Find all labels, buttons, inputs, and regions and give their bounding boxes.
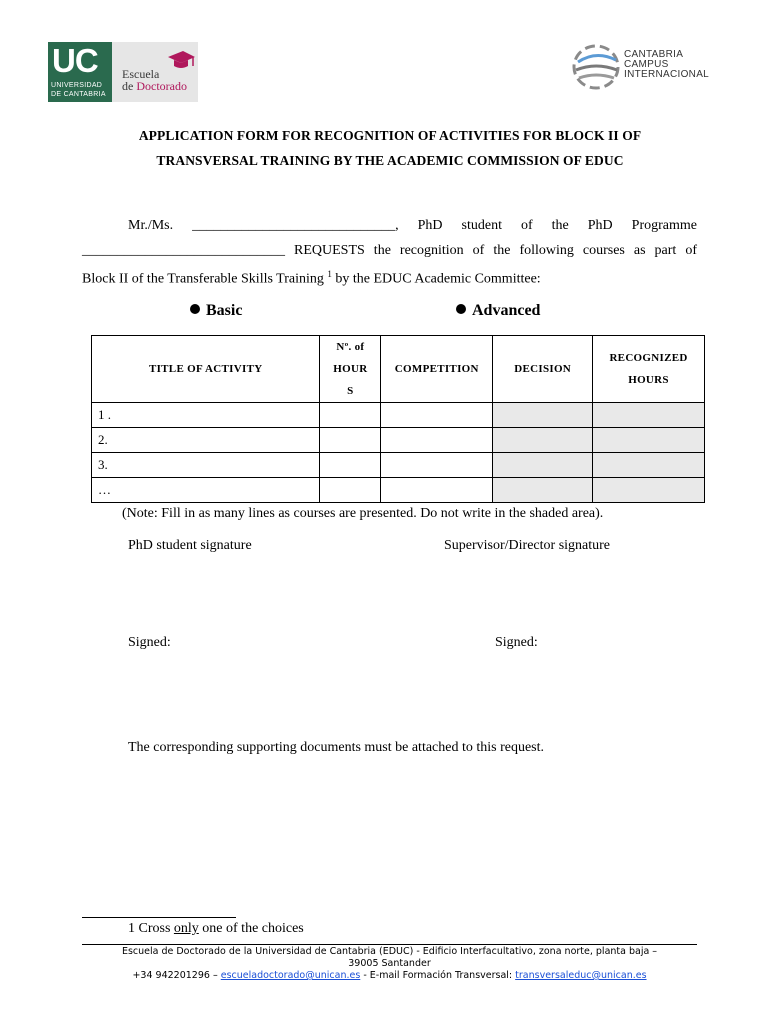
attachments-note: The corresponding supporting documents must be attached to this request. bbox=[128, 740, 545, 755]
hours-cell[interactable] bbox=[320, 453, 381, 478]
email-link-transversal[interactable]: transversaleduc@unican.es bbox=[515, 970, 647, 981]
hours-cell[interactable] bbox=[320, 428, 381, 453]
activity-title-cell[interactable]: 2. bbox=[92, 428, 320, 453]
student-signature-label: PhD student signature bbox=[128, 538, 252, 553]
header-decision: DECISION bbox=[493, 336, 593, 403]
competition-cell[interactable] bbox=[381, 453, 493, 478]
table-row bbox=[92, 453, 705, 478]
footnote-ref: 1 bbox=[327, 269, 332, 279]
table-row bbox=[92, 403, 705, 428]
hours-cell[interactable] bbox=[320, 403, 381, 428]
header-title-of-activity: TITLE OF ACTIVITY bbox=[92, 336, 320, 403]
activity-title-cell[interactable]: … bbox=[92, 478, 320, 503]
activity-title-cell[interactable]: 3. bbox=[92, 453, 320, 478]
table-header-row bbox=[92, 336, 705, 403]
request-line2: _____________________________ REQUESTS the recognition of the following courses as part of bbox=[82, 243, 697, 258]
recognized-hours-cell bbox=[593, 478, 705, 503]
footnote: 1 Cross only one of the choices bbox=[128, 921, 304, 936]
footnote-divider bbox=[82, 917, 236, 918]
request-line1: Mr./Ms. _____________________________, PhD student of the PhD Programme bbox=[128, 218, 697, 233]
request-line3: Block II of the Transferable Skills Training $^1$ by the EDUC Academic Committee: bbox=[82, 269, 541, 287]
decision-cell bbox=[493, 478, 593, 503]
activities-table bbox=[91, 335, 705, 503]
uc-logo-line2: DE CANTABRIA bbox=[51, 91, 106, 98]
student-signed-label: Signed: bbox=[128, 635, 171, 650]
footer-contact-line: +34 942201296 – escueladoctorado@unican.es - E-mail Formación Transversal: transversaleduc@unican.es bbox=[132, 970, 647, 981]
competition-cell[interactable] bbox=[381, 478, 493, 503]
footer-address-line2: 39005 Santander bbox=[348, 958, 431, 969]
recognized-hours-cell bbox=[593, 428, 705, 453]
table-row bbox=[92, 478, 705, 503]
escuela-logo-line1: Escuela bbox=[122, 67, 160, 81]
header-recognized-hours: RECOGNIZED HOURS bbox=[593, 336, 705, 403]
campus-internacional-logo bbox=[570, 42, 720, 94]
uc-logo-letters: UC bbox=[52, 42, 98, 79]
bullet-icon bbox=[190, 304, 200, 314]
form-title-line2: TRANSVERSAL TRAINING BY THE ACADEMIC COMMISSION OF EDUC bbox=[156, 153, 624, 168]
table-note: (Note: Fill in as many lines as courses are presented. Do not write in the shaded area). bbox=[122, 506, 604, 521]
campus-logo-text: CANTABRIA CAMPUS INTERNACIONAL bbox=[624, 49, 710, 80]
competition-cell[interactable] bbox=[381, 403, 493, 428]
hours-cell[interactable] bbox=[320, 478, 381, 503]
option-basic[interactable]: Basic bbox=[190, 302, 242, 320]
uc-logo-block bbox=[48, 42, 112, 102]
header-hours: Nº. of HOUR S bbox=[320, 336, 381, 403]
footer-address-line1: Escuela de Doctorado de la Universidad de Cantabria (EDUC) - Edificio Interfacultativo, zona norte, planta baja – bbox=[121, 946, 658, 957]
supervisor-signed-label: Signed: bbox=[495, 635, 538, 650]
escuela-logo-line2: de Doctorado bbox=[122, 79, 187, 93]
table-row bbox=[92, 428, 705, 453]
uc-logo bbox=[48, 42, 198, 102]
supervisor-signature-label: Supervisor/Director signature bbox=[444, 538, 611, 553]
footer-phone: +34 942201296 – bbox=[132, 970, 221, 981]
activity-title-cell[interactable]: 1 . bbox=[92, 403, 320, 428]
campus-swirl-icon bbox=[570, 42, 622, 92]
footer-divider bbox=[82, 944, 697, 945]
competition-cell[interactable] bbox=[381, 428, 493, 453]
form-title-line1: APPLICATION FORM FOR RECOGNITION OF ACTIVITIES FOR BLOCK II OF bbox=[138, 128, 642, 143]
uc-logo-line1: UNIVERSIDAD bbox=[51, 82, 103, 89]
option-advanced[interactable]: Advanced bbox=[456, 302, 540, 320]
decision-cell bbox=[493, 453, 593, 478]
header-competition: COMPETITION bbox=[381, 336, 493, 403]
email-link-doctorado[interactable]: escueladoctorado@unican.es bbox=[220, 970, 361, 981]
escuela-doctorado-logo bbox=[112, 42, 198, 102]
recognized-hours-cell bbox=[593, 453, 705, 478]
bullet-icon bbox=[456, 304, 466, 314]
decision-cell bbox=[493, 428, 593, 453]
decision-cell bbox=[493, 403, 593, 428]
recognized-hours-cell bbox=[593, 403, 705, 428]
graduation-cap-icon bbox=[166, 48, 196, 74]
